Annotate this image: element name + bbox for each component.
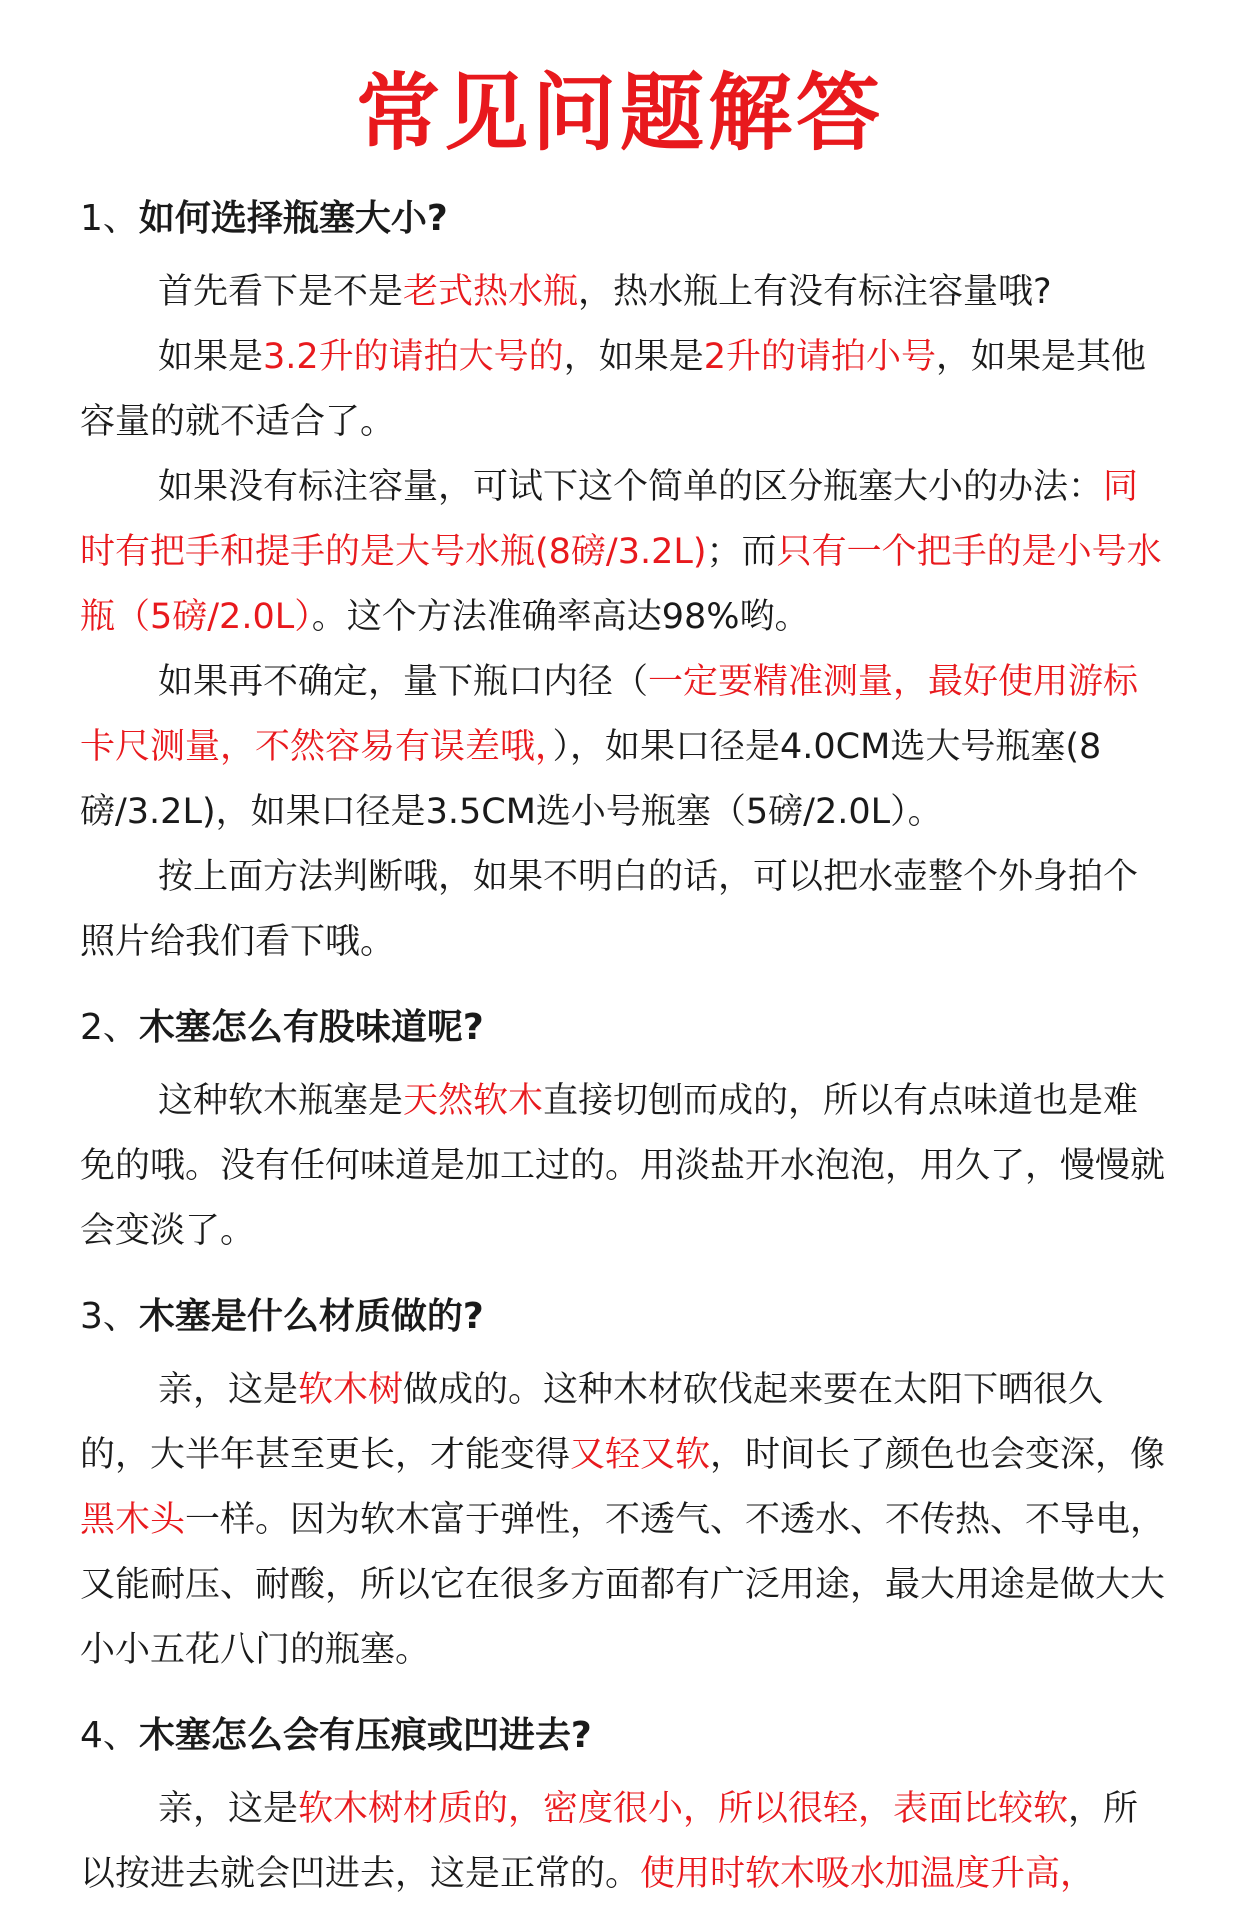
body-text: ，热水瓶上有没有标注容量哦?: [578, 272, 1052, 312]
highlight-text: 天然软木: [403, 1081, 544, 1121]
highlight-text: 老式热水瓶: [403, 272, 579, 312]
faq-question: [80, 1003, 1170, 1053]
highlight-text: 又轻又软: [570, 1435, 711, 1475]
faq-section-1: [80, 194, 1170, 975]
highlight-text: 2升的请拍小号: [703, 337, 936, 377]
body-text: 按上面方法判断哦，如果不明白的话，可以把水壶整个外身拍个照片给我们看下哦。: [80, 857, 1139, 962]
body-text: ），如果口径是4.0CM选大号瓶塞(8磅/3.2L)，如果口径是3.5CM选小号瓶塞（5磅/2.0L）。: [80, 727, 1102, 832]
answer-paragraph: [80, 845, 1170, 975]
body-text: 首先看下是不是: [158, 272, 404, 312]
body-text: 。这个方法准确率高达98%哟。: [311, 597, 810, 637]
answer-paragraph: [80, 455, 1170, 650]
body-text: 亲，这是: [158, 1370, 299, 1410]
body-text: 如果没有标注容量，可试下这个简单的区分瓶塞大小的办法：: [158, 467, 1104, 507]
body-text: 做成的。这种木材砍伐起来要在太阳下晒很久的，大半年甚至更长，才能变得: [80, 1370, 1104, 1475]
body-text: 一样。因为软木富于弹性，不透气、不透水、不传热、不导电，又能耐压、耐酸，所以它在很多方面都有广泛用途，最大用途是做大大小小五花八门的瓶塞。: [80, 1500, 1166, 1670]
highlight-text: 只有一个把手的是小号水瓶（5磅/2.0L）: [80, 532, 1162, 637]
body-text: ，所以按进去就会凹进去，这是正常的。: [80, 1789, 1139, 1894]
question-text: 木塞怎么有股味道呢?: [138, 1007, 484, 1048]
faq-question: [80, 1292, 1170, 1342]
faq-section-2: [80, 1003, 1170, 1264]
highlight-text: 黑木头: [80, 1500, 186, 1540]
highlight-text: 一定要精准测量，最好使用游标卡尺测量，不然容易有误差哦，: [80, 662, 1139, 767]
highlight-text: 软木树材质的，密度很小，所以很轻，表面比较软: [298, 1789, 1069, 1829]
highlight-text: 同时有把手和提手的是大号水瓶(8磅/3.2L): [80, 467, 1139, 572]
body-text: 如果是: [158, 337, 264, 377]
question-number: 1、: [80, 198, 139, 239]
answer-paragraph: [80, 650, 1170, 845]
faq-question: [80, 194, 1170, 244]
question-number: 3、: [80, 1296, 139, 1337]
question-number: 2、: [80, 1007, 139, 1048]
highlight-text: 3.2升的请拍大号的: [263, 337, 564, 377]
question-text: 如何选择瓶塞大小?: [138, 198, 448, 239]
faq-question: [80, 1711, 1170, 1761]
faq-sections: [80, 194, 1170, 1907]
answer-paragraph: [80, 1358, 1170, 1683]
section-gap: [80, 975, 1170, 1003]
body-text: ；而: [706, 532, 777, 572]
answer-paragraph: [80, 325, 1170, 455]
answer-paragraph: [80, 1777, 1170, 1907]
body-text: 亲，这是: [158, 1789, 299, 1829]
section-gap: [80, 1264, 1170, 1292]
body-text: ，如果是: [563, 337, 704, 377]
answer-paragraph: [80, 260, 1170, 325]
highlight-text: 软木树: [298, 1370, 404, 1410]
question-number: 4、: [80, 1715, 139, 1756]
question-text: 木塞是什么材质做的?: [138, 1296, 484, 1337]
highlight-text: 使用时软木吸水加温度升高，: [640, 1854, 1096, 1894]
section-gap: [80, 1683, 1170, 1711]
body-text: ，时间长了颜色也会变深，像: [710, 1435, 1166, 1475]
answer-paragraph: [80, 1069, 1170, 1264]
body-text: ，如果是其他容量的就不适合了。: [80, 337, 1146, 442]
faq-section-3: [80, 1292, 1170, 1683]
faq-section-4: [80, 1711, 1170, 1907]
body-text: 如果再不确定，量下瓶口内径（: [158, 662, 649, 702]
body-text: 直接切刨而成的，所以有点味道也是难免的哦。没有任何味道是加工过的。用淡盐开水泡泡，用久了，慢慢就会变淡了。: [80, 1081, 1166, 1251]
page-title: 常见问题解答: [355, 64, 884, 162]
question-text: 木塞怎么会有压痕或凹进去?: [138, 1715, 592, 1756]
body-text: 这种软木瓶塞是: [158, 1081, 404, 1121]
